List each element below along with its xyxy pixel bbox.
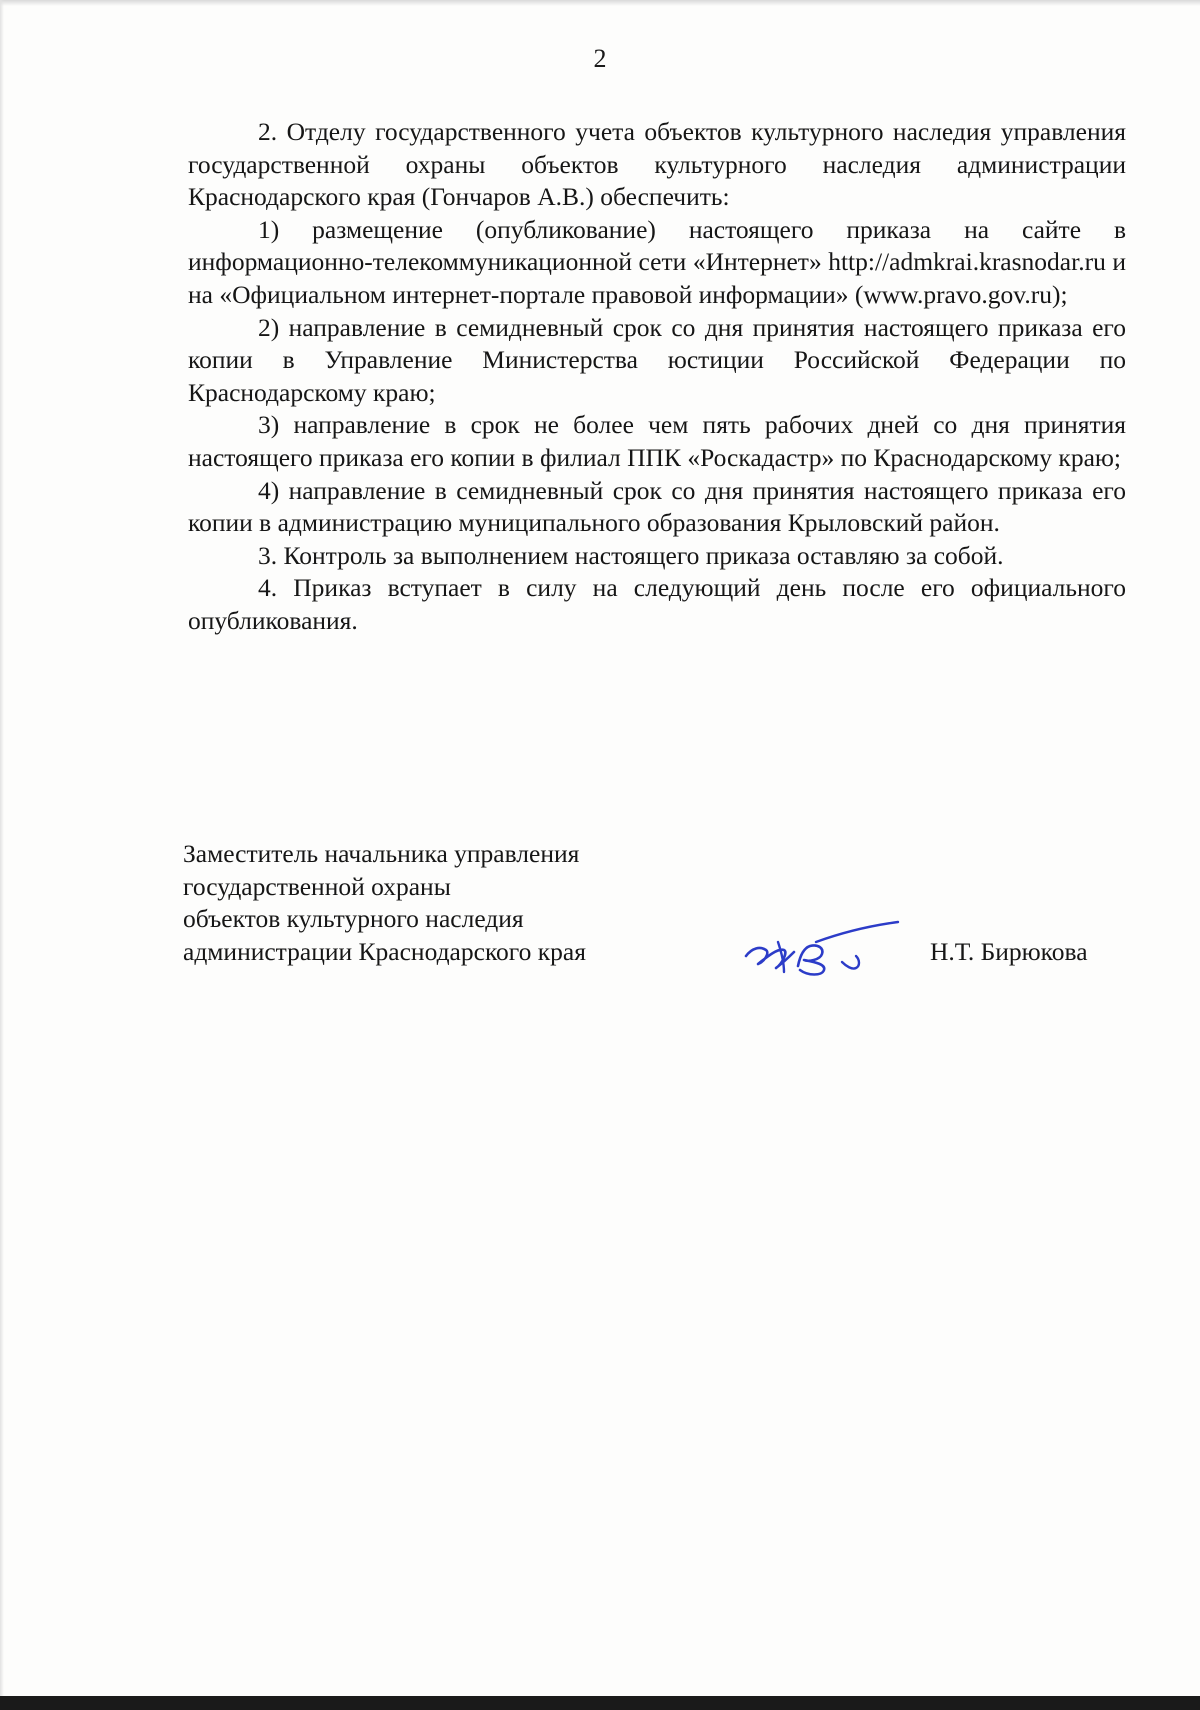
- paragraph-subitem-2: 2) направление в семидневный срок со дня принятия настоящего приказа его копии в Управление Министерства юстиции Российской Федерации по Краснодарскому краю;: [188, 312, 1126, 407]
- scan-edge-top: [0, 0, 1200, 6]
- paragraph-item-4: 4. Приказ вступает в силу на следующий день после его официального опубликования.: [188, 573, 1126, 635]
- handwritten-signature: [738, 912, 908, 992]
- page-number: 2: [593, 44, 607, 73]
- position-line: администрации Краснодарского края: [183, 936, 586, 966]
- position-line: государственной охраны: [183, 871, 451, 901]
- paragraph-subitem-4: 4) направление в семидневный срок со дня принятия настоящего приказа его копии в администрацию муниципального образования Крыловский район.: [188, 475, 1126, 538]
- scan-edge-left: [0, 0, 4, 1710]
- document-body: [188, 116, 1126, 638]
- signatory-position: [183, 838, 586, 968]
- signer-name: Н.Т. Бирюкова: [930, 937, 1088, 966]
- paragraph-subitem-3: 3) направление в срок не более чем пять рабочих дней со дня принятия настоящего приказа его копии в филиал ППК «Роскадастр» по Краснодарскому краю;: [188, 410, 1126, 472]
- position-line: Заместитель начальника управления: [183, 839, 580, 868]
- position-line: объектов культурного наследия: [183, 904, 524, 933]
- paragraph-item-2: 2. Отделу государственного учета объектов культурного наследия управления государственной охраны объектов культурного наследия администрации Краснодарского края (Гончаров А.В.) обеспечить:: [188, 117, 1126, 212]
- paragraph-subitem-1: 1) размещение (опубликование) настоящего приказа на сайте в информационно-телекоммуникационной сети «Интернет» http://admkrai.krasnodar.ru и на «Официальном интернет-портале правовой информации» (www.pravo.gov.ru);: [188, 214, 1126, 309]
- paragraph-item-3: 3. Контроль за выполнением настоящего приказа оставляю за собой.: [258, 540, 1004, 570]
- scan-edge-bottom: [0, 1696, 1200, 1710]
